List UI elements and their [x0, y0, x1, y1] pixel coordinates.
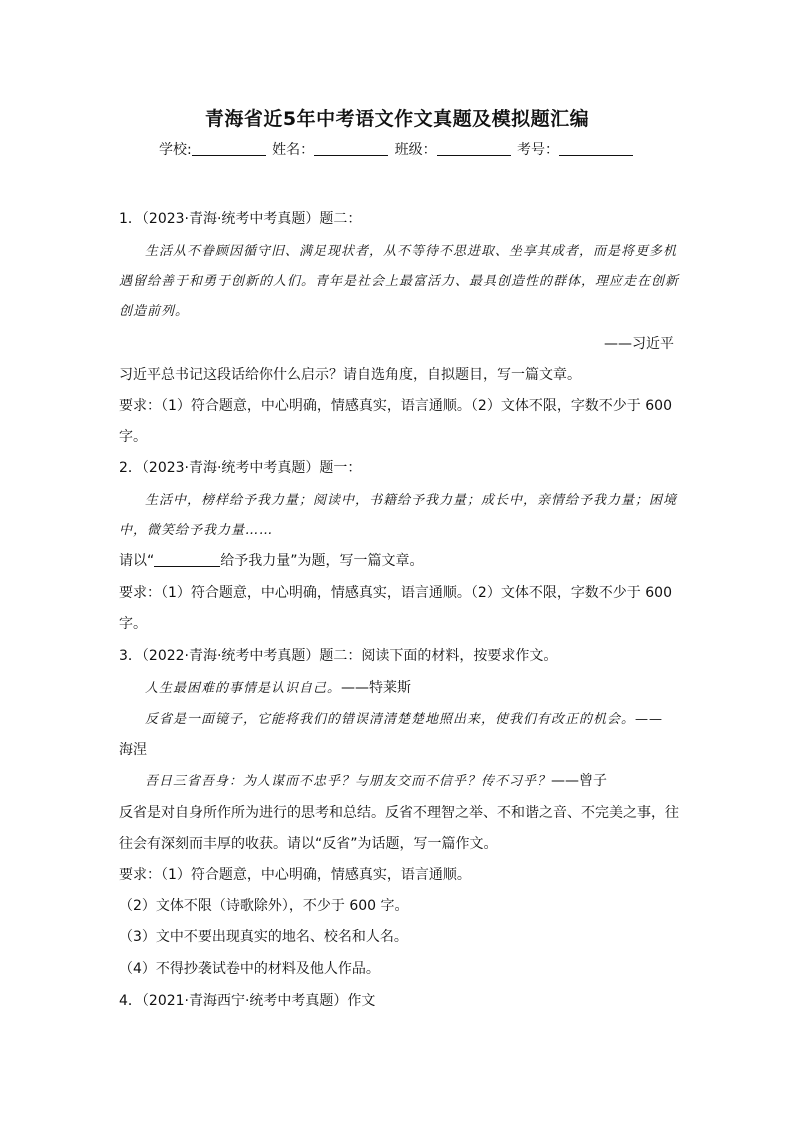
q1-header: 1．（2023·青海·统考中考真题）题二：: [119, 211, 362, 227]
q1-attribution: ——习近平: [604, 336, 674, 352]
q2-requirement-line-1: 要求：（1）符合题意，中心明确，情感真实，语言通顺。（2）文体不限，字数不少于 600: [119, 585, 672, 601]
q3-quote-2-attribution: 海涅: [119, 742, 147, 758]
q3-quote-1-text: 人生最困难的事情是认识自己。: [145, 681, 342, 696]
q3-requirement-4: （4）不得抄袭试卷中的材料及他人作品。: [119, 961, 380, 977]
q3-requirement-1: 要求：（1）符合题意，中心明确，情感真实，语言通顺。: [119, 867, 471, 883]
q3-body-line-1: 反省是对自身所作所为进行的思考和总结。反省不理智之举、不和谐之音、不完美之事，往: [119, 805, 679, 821]
q4-header: 4．（2021·青海西宁·统考中考真题）作文: [119, 993, 376, 1009]
q1-requirement-line-2: 字。: [119, 429, 147, 445]
q1-quote-line-2: 遇留给善于和勇于创新的人们。青年是社会上最富活力、最具创造性的群体，理应走在创新: [119, 274, 680, 289]
q1-prompt: 习近平总书记这段话给你什么启示？请自选角度，自拟题目，写一篇文章。: [119, 367, 581, 383]
q2-prompt-suffix: 给予我力量”为题，写一篇文章。: [220, 553, 424, 569]
q1-quote-line-3: 创造前列。: [119, 304, 190, 319]
q3-body-line-2: 往会有深刻而丰厚的收获。请以“反省”为话题，写一篇作文。: [119, 836, 498, 852]
q2-title-blank[interactable]: [154, 553, 220, 567]
q1-requirement-line-1: 要求：（1）符合题意，中心明确，情感真实，语言通顺。（2）文体不限，字数不少于 600: [119, 398, 672, 414]
q2-prompt: [119, 550, 424, 570]
q3-header: 3．（2022·青海·统考中考真题）题二：阅读下面的材料，按要求作文。: [119, 648, 558, 664]
document-title: 青海省近5年中考语文作文真题及模拟题汇编: [204, 108, 590, 130]
name-label: 姓名：: [272, 142, 315, 158]
exam-no-label: 考号：: [517, 142, 560, 158]
student-info-fields: [0, 139, 794, 159]
q2-prompt-prefix: 请以“: [119, 553, 155, 569]
exam-no-blank[interactable]: [559, 141, 633, 156]
q3-quote-3-text: 吾日三省吾身：为人谋而不忠乎？与朋友交而不信乎？传不习乎？: [145, 774, 552, 789]
q2-requirement-line-2: 字。: [119, 616, 147, 632]
q3-quote-1: [145, 677, 411, 697]
class-blank[interactable]: [437, 141, 511, 156]
q2-quote-line-1: 生活中，榜样给予我力量；阅读中，书籍给予我力量；成长中，亲情给予我力量；困境: [145, 493, 678, 508]
q2-header: 2．（2023·青海·统考中考真题）题一：: [119, 460, 362, 476]
name-blank[interactable]: [314, 141, 388, 156]
class-label: 班级：: [394, 142, 437, 158]
q3-quote-3-attribution: ——曾子: [551, 773, 608, 789]
school-blank[interactable]: [192, 141, 266, 156]
q3-quote-3: [145, 770, 607, 790]
q3-quote-2-line-1: 反省是一面镜子，它能将我们的错误清清楚楚地照出来，使我们有改正的机会。——: [145, 712, 664, 727]
q2-quote-line-2: 中，微笑给予我力量……: [119, 523, 274, 538]
q3-quote-1-attribution: ——特莱斯: [341, 680, 412, 696]
q3-requirement-2: （2）文体不限（诗歌除外），不少于 600 字。: [119, 898, 409, 914]
school-label: 学校:: [158, 142, 192, 158]
q1-quote-line-1: 生活从不眷顾因循守旧、满足现状者，从不等待不思进取、坐享其成者，而是将更多机: [145, 244, 678, 259]
q3-requirement-3: （3）文中不要出现真实的地名、校名和人名。: [119, 929, 408, 945]
